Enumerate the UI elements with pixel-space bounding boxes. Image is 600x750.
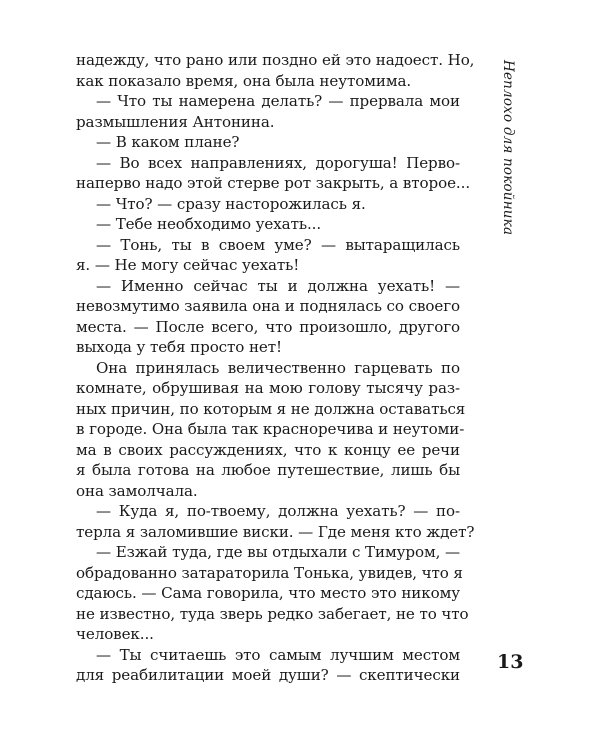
text-line: я была готова на любое путешествие, лишь бы [76,461,460,479]
text-line: для реабилитации моей души? — скептически [76,666,460,684]
text-line: — Что ты намерена делать? — прервала мои [96,92,460,110]
text-line: человек... [76,625,154,643]
text-line: надежду, что рано или поздно ей это надоест. Но, [76,51,475,69]
text-line: Она принялась величественно гарцевать по [96,358,460,377]
text-line: ма в своих рассуждениях, что к концу ее речи [76,440,460,459]
text-line: — Именно сейчас ты и должна уехать! — [96,276,460,295]
text-line: размышления Антонина. [76,112,275,131]
text-line: — Что? — сразу насторожилась я. [96,194,366,213]
text-line: комнате, обрушивая на мою голову тысячу раз- [76,379,460,397]
running-head-title: Неплохо для покойника [500,60,516,236]
text-line: — Во всех направлениях, дорогуша! Перво- [96,153,460,172]
text-line: не известно, туда зверь редко забегает, не то что [76,604,469,623]
text-line: ных причин, по которым я не должна оставаться [76,399,466,418]
page-number: 13 [497,651,524,673]
text-line: — Тебе необходимо уехать... [96,215,322,233]
text-line: как показало время, она была неутомима. [76,71,412,90]
text-line: — Тонь, ты в своем уме? — вытаращилась [96,235,460,254]
text-line: — Езжай туда, где вы отдыхали с Тимуром, — [96,543,460,561]
text-line: сдаюсь. — Сама говорила, что место это никому [76,584,460,602]
text-line: — Ты считаешь это самым лучшим местом [96,645,460,664]
body-text [76,50,475,686]
text-line: она замолчала. [76,481,198,500]
running-head [500,60,516,270]
text-line: терла я заломившие виски. — Где меня кто ждет? [76,522,475,541]
text-line: в городе. Она была так красноречива и неутоми- [76,420,465,438]
text-line: наперво надо этой стерве рот закрыть, а второе... [76,174,471,192]
text-line: невозмутимо заявила она и поднялась со своего [76,297,460,315]
text-line: — Куда я, по-твоему, должна уехать? — по- [96,502,460,520]
text-line: я. — Не могу сейчас уехать! [76,256,300,274]
text-line: выхода у тебя просто нет! [76,338,282,356]
text-line: места. — После всего, что произошло, другого [76,317,460,336]
text-line: — В каком плане? [96,133,240,151]
text-line: обрадованно затараторила Тонька, увидев, что я [76,563,463,582]
